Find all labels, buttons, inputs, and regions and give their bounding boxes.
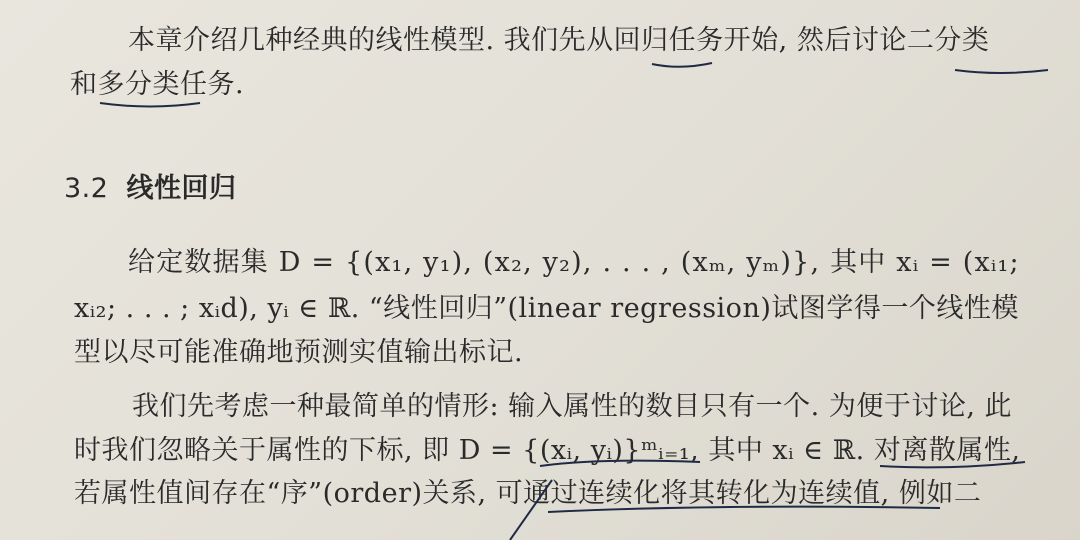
simple-case-line-3: 若属性值间存在“序”(order)关系, 可通过连续化将其转化为连续值, 例如二 bbox=[74, 478, 982, 509]
intro-line-2: 和多分类任务. bbox=[70, 69, 245, 100]
simple-case-line-2: 时我们忽略关于属性的下标, 即 D = {(xᵢ, yᵢ)}ᵐᵢ₌₁, 其中 xᵢ ∈ ℝ. 对离散属性, bbox=[74, 435, 1021, 466]
intro-line-1: 本章介绍几种经典的线性模型. 我们先从回归任务开始, 然后讨论二分类 bbox=[128, 25, 990, 56]
underline-multiclass bbox=[100, 103, 200, 107]
definition-line-1: 给定数据集 D = {(x₁, y₁), (x₂, y₂), . . . , (xₘ, yₘ)}, 其中 xᵢ = (xᵢ₁; bbox=[128, 247, 1020, 278]
simple-case-line-1: 我们先考虑一种最简单的情形: 输入属性的数目只有一个. 为便于讨论, 此 bbox=[132, 391, 1013, 422]
section-heading bbox=[64, 172, 1080, 206]
underline-regression bbox=[652, 63, 712, 67]
definition-line-3: 型以尽可能准确地预测实值输出标记. bbox=[74, 337, 524, 368]
section-title: 线性回归 bbox=[126, 173, 237, 204]
definition-line-2: xᵢ₂; . . . ; xᵢd), yᵢ ∈ ℝ. “线性回归”(linear regression)试图学得一个线性模 bbox=[74, 293, 1019, 324]
section-number: 3.2 bbox=[64, 173, 109, 204]
